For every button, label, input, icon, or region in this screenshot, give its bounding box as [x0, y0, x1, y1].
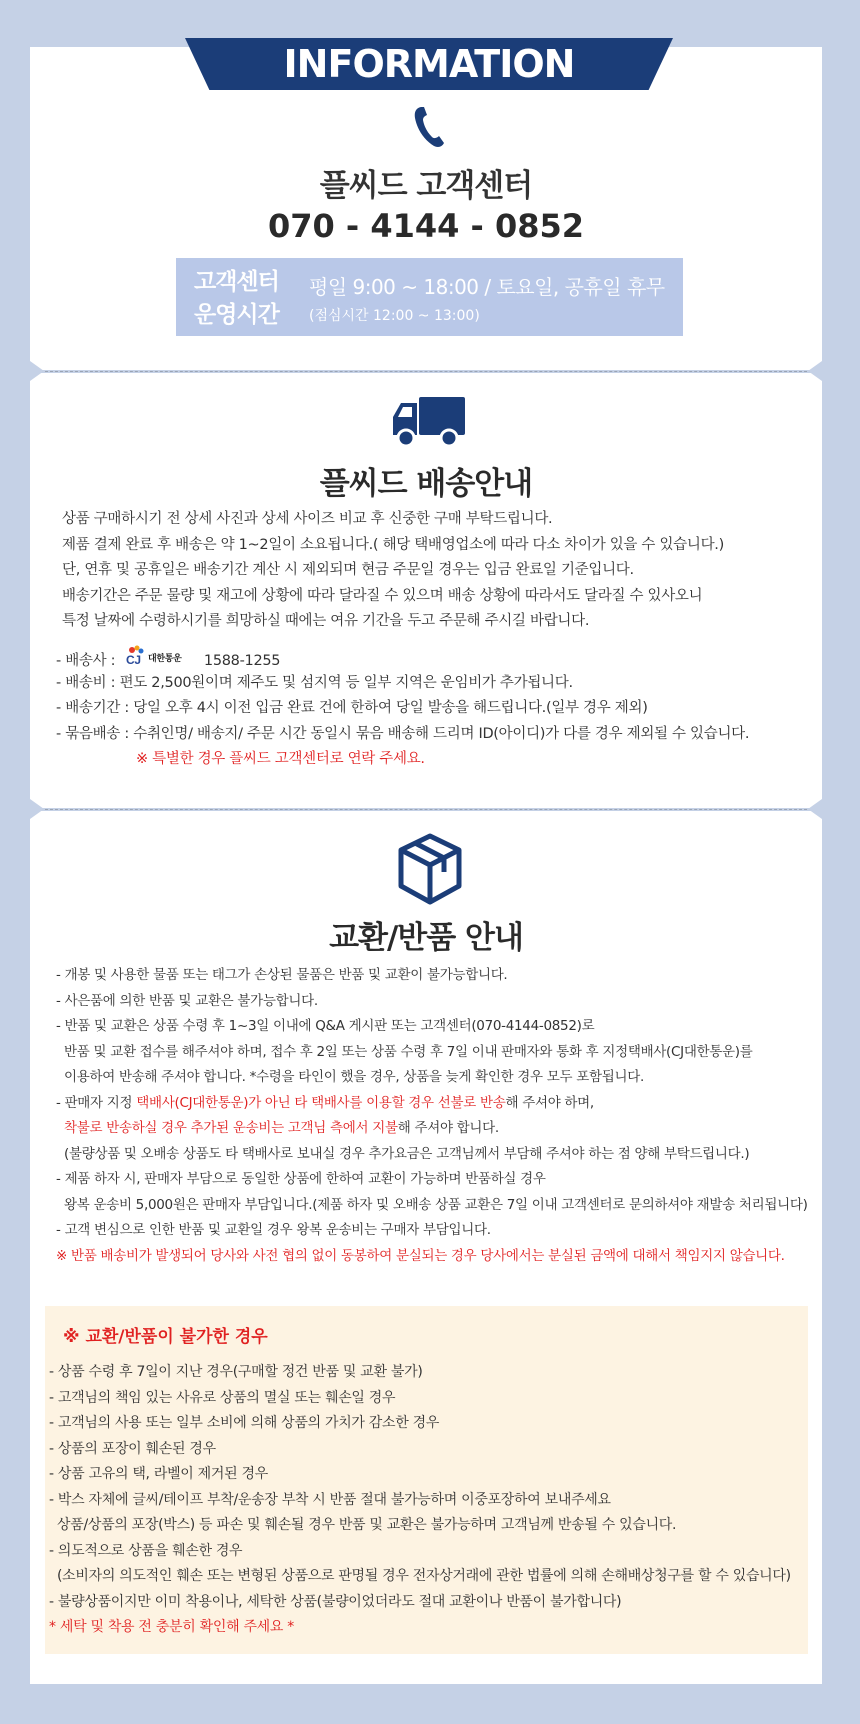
- shipping-paragraphs: [62, 507, 724, 635]
- divider-notch-right: [808, 799, 822, 819]
- list-item: - 박스 자체에 글씨/테이프 부착/운송장 부착 시 반품 절대 불가능하며 이중포장하여 보내주세요: [49, 1491, 611, 1508]
- list-item: - 불량상품이지만 이미 착용이나, 세탁한 상품(불량이었더라도 절대 교환이나 반품이 불가합니다): [49, 1593, 622, 1610]
- exchange-line: [56, 1116, 808, 1142]
- customer-center-name: 플씨드 고객센터: [319, 168, 533, 204]
- exchange-details: [56, 963, 808, 1269]
- carrier-label: - 배송사 :: [56, 652, 116, 669]
- phone-icon: [412, 105, 448, 149]
- list-item: - 상품 수령 후 7일이 지난 경우(구매할 정건 반품 및 교환 불가): [49, 1364, 423, 1380]
- shipping-text: 상품 구매하시기 전 상세 사진과 상세 사이즈 비교 후 신중한 구매 부탁드립니다.: [62, 511, 553, 527]
- shipping-fee: - 배송비 : 편도 2,500원이며 제주도 및 섬지역 등 일부 지역은 운임비가 추가됩니다.: [56, 674, 573, 691]
- exchange-text: 해 주셔야 합니다.: [397, 1120, 499, 1136]
- shipping-title: 플씨드 배송안내: [319, 466, 533, 502]
- truck-icon: [391, 395, 467, 449]
- carrier-row: [56, 645, 749, 671]
- list-item: 상품/상품의 포장(박스) 등 파손 및 훼손될 경우 반품 및 교환은 불가능하며 고객님께 반송될 수 있습니다.: [57, 1517, 677, 1533]
- list-item: - 상품 고유의 택, 라벨이 제거된 경우: [49, 1466, 268, 1482]
- shipping-text: 단, 연휴 및 공휴일은 배송기간 계산 시 제외되며 현금 주문일 경우는 입금 완료일 기준입니다.: [62, 562, 634, 578]
- hours-label-line2: 운영시간: [194, 302, 279, 328]
- list-item: (소비자의 의도적인 훼손 또는 변형된 상품으로 판명될 경우 전자상거래에 관한 법률에 의해 손해배상청구를 할 수 있습니다): [57, 1568, 791, 1584]
- exchange-warning: 택배사(CJ대한통운)가 아닌 타 택배사를 이용할 경우 선불로 반송: [136, 1094, 506, 1111]
- exchange-line: - 사은품에 의한 반품 및 교환은 불가능합니다.: [56, 992, 318, 1009]
- shipping-period: - 배송기간 : 당일 오후 4시 이전 입금 완료 건에 한하여 당일 발송을 해드립니다.(일부 경우 제외): [56, 700, 648, 716]
- hours-lunch: (점심시간 12:00 ~ 13:00): [309, 308, 480, 324]
- exchange-warning: ※ 반품 배송비가 발생되어 당사와 사전 협의 없이 동봉하여 분실되는 경우 당사에서는 분실된 금액에 대해서 책임지지 않습니다.: [56, 1247, 785, 1264]
- exchange-line: - 반품 및 교환은 상품 수령 후 1~3일 이내에 Q&A 게시판 또는 고객센터(070-4144-0852)로: [56, 1018, 595, 1034]
- non-returnable-title: ※ 교환/반품이 불가한 경우: [63, 1327, 268, 1347]
- bundle-shipping: - 묶음배송 : 수취인명/ 배송지/ 주문 시간 동일시 묶음 배송해 드리며 ID(아이디)가 다를 경우 제외될 수 있습니다.: [56, 725, 750, 742]
- carrier-phone: 1588-1255: [203, 652, 281, 669]
- exchange-line: 이용하여 반송해 주셔야 합니다. *수령을 타인이 했을 경우, 상품을 늦게 확인한 경우 모두 포함됩니다.: [64, 1069, 644, 1085]
- non-returnable-footer: * 세탁 및 착용 전 충분히 확인해 주세요 *: [49, 1619, 294, 1635]
- exchange-line: - 개봉 및 사용한 물품 또는 태그가 손상된 물품은 반품 및 교환이 불가능합니다.: [56, 967, 508, 983]
- box-icon: [397, 832, 463, 906]
- exchange-line: - 고객 변심으로 인한 반품 및 교환일 경우 왕복 운송비는 구매자 부담입니다.: [56, 1222, 491, 1238]
- section-divider: [30, 809, 822, 810]
- section-divider: [30, 371, 822, 372]
- hours-main: 평일 9:00 ~ 18:00 / 토요일, 공휴일 휴무: [309, 275, 665, 299]
- divider-notch-left: [30, 361, 44, 381]
- list-item: - 상품의 포장이 훼손된 경우: [49, 1440, 216, 1457]
- exchange-warning: 착불로 반송하실 경우 추가된 운송비는 고객님 측에서 지불: [64, 1120, 398, 1136]
- exchange-line: 반품 및 교환 접수를 해주셔야 하며, 접수 후 2일 또는 상품 수령 후 7일 이내 판매자와 통화 후 지정택배사(CJ대한통운)를: [64, 1043, 753, 1060]
- exchange-line: 왕복 운송비 5,000원은 판매자 부담입니다.(제품 하자 및 오배송 상품 교환은 7일 이내 고객센터로 문의하셔야 재발송 처리됩니다): [64, 1196, 808, 1213]
- exchange-text: 해 주셔야 하며,: [505, 1094, 594, 1111]
- shipping-text: 배송기간은 주문 물량 및 재고에 상황에 따라 달라질 수 있으며 배송 상황에 따라서도 달라질 수 있사오니: [62, 587, 703, 604]
- divider-notch-left: [30, 799, 44, 819]
- operating-hours-box: [176, 258, 683, 336]
- exchange-text: - 판매자 지정: [56, 1094, 137, 1111]
- list-item: - 고객님의 책임 있는 사유로 상품의 멸실 또는 훼손일 경우: [49, 1389, 396, 1406]
- exchange-line: - 제품 하자 시, 판매자 부담으로 동일한 상품에 한하여 교환이 가능하며 반품하실 경우: [56, 1171, 546, 1187]
- divider-notch-right: [808, 361, 822, 381]
- exchange-line: [56, 1091, 808, 1117]
- shipping-text: 특정 날짜에 수령하시기를 희망하실 때에는 여유 기간을 두고 주문해 주시길 바랍니다.: [62, 613, 590, 629]
- svg-text:대한통운: 대한통운: [147, 654, 182, 664]
- exchange-line: (불량상품 및 오배송 상품도 타 택배사로 보내실 경우 추가요금은 고객님께서 부담해 주셔야 하는 점 양해 부탁드립니다.): [64, 1145, 750, 1162]
- shipping-details: [56, 645, 749, 773]
- exchange-title: 교환/반품 안내: [329, 920, 523, 956]
- hours-label: [194, 266, 279, 332]
- list-item: - 의도적으로 상품을 훼손한 경우: [49, 1542, 243, 1559]
- shipping-note: ※ 특별한 경우 플씨드 고객센터로 연락 주세요.: [136, 751, 425, 767]
- non-returnable-list: [49, 1360, 791, 1641]
- banner-title: INFORMATION: [283, 42, 575, 86]
- hours-label-line1: 고객센터: [194, 269, 279, 295]
- shipping-text: 제품 결제 완료 후 배송은 약 1~2일이 소요됩니다.( 해당 택배영업소에 따라 다소 차이가 있을 수 있습니다.): [62, 536, 724, 553]
- customer-center-phone: 070 - 4144 - 0852: [267, 207, 585, 245]
- svg-text:CJ: CJ: [125, 653, 141, 667]
- list-item: - 고객님의 사용 또는 일부 소비에 의해 상품의 가치가 감소한 경우: [49, 1415, 440, 1431]
